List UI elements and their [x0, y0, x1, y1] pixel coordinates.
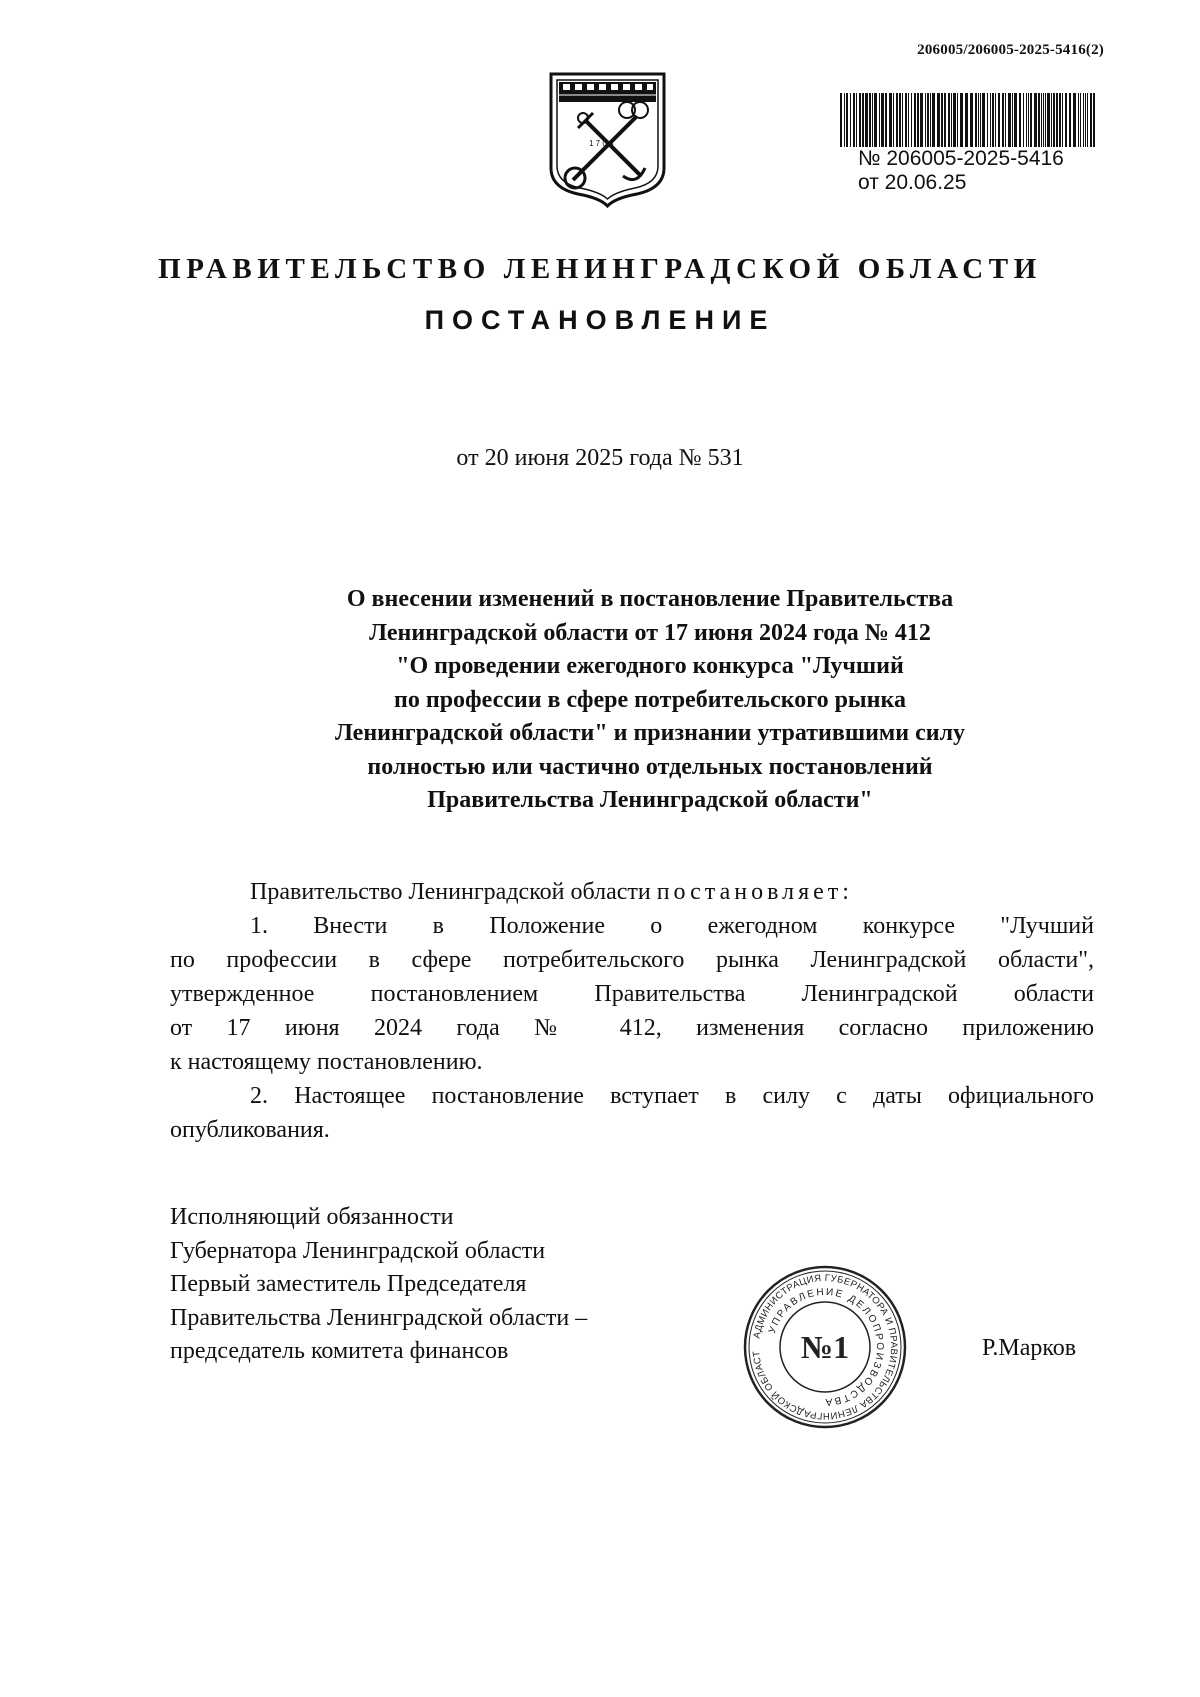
barcode-bar — [1087, 93, 1088, 147]
signer-position-line: Исполняющий обязанности — [170, 1204, 454, 1230]
barcode-bar — [1005, 93, 1006, 147]
barcode-bar — [853, 93, 855, 147]
barcode-bar — [944, 93, 946, 147]
signer-position-line: Первый заместитель Председателя — [170, 1271, 527, 1297]
subject-line: по профессии в сфере потребительского рынка — [394, 686, 906, 713]
barcode-bar — [1002, 93, 1004, 147]
barcode-bar — [844, 93, 845, 147]
barcode-bar — [965, 93, 968, 147]
barcode-bar — [872, 93, 873, 147]
barcode-bar — [1051, 93, 1052, 147]
barcode-bar — [925, 93, 926, 147]
barcode-bar — [978, 93, 979, 147]
barcode-bar — [1043, 93, 1044, 147]
subject-line: О внесении изменений в постановление Правительства — [346, 586, 954, 612]
barcode-bar — [881, 93, 884, 147]
barcode-bar — [995, 93, 996, 147]
barcode-bar — [957, 93, 958, 147]
barcode-bar — [893, 93, 894, 147]
subject-line: полностью или частично отдельных постановлений — [367, 753, 933, 780]
barcode-bar — [970, 93, 973, 147]
signer-position-line: Губернатора Ленинградской области — [170, 1237, 546, 1264]
barcode-bar — [1034, 93, 1037, 147]
barcode-bar — [846, 93, 848, 147]
barcode-bar — [840, 93, 842, 147]
item1-line: от 17 июня 2024 года № 412, изменения согласно приложению — [170, 1015, 1094, 1041]
barcode-bar — [990, 93, 991, 147]
barcode-bar — [992, 93, 994, 147]
barcode-bar — [856, 93, 857, 147]
barcode-bar — [1053, 93, 1055, 147]
barcode-bar — [885, 93, 887, 147]
barcode-bar — [920, 93, 923, 147]
barcode-bar — [960, 93, 963, 147]
barcode-bar — [1065, 93, 1067, 147]
government-title: ПРАВИТЕЛЬСТВО ЛЕНИНГРАДСКОЙ ОБЛАСТИ — [158, 253, 1042, 285]
official-stamp-icon — [742, 1264, 908, 1430]
barcode-bar — [1080, 93, 1081, 147]
barcode-bar — [879, 93, 880, 147]
barcode-bar — [1073, 93, 1076, 147]
barcode-bar — [1012, 93, 1013, 147]
stamp-center-text: №1 — [800, 1329, 850, 1365]
registration-date: от 20.06.25 — [858, 171, 967, 194]
barcode-bar — [1047, 93, 1050, 147]
barcode-bar — [905, 93, 907, 147]
document-subject — [170, 583, 1130, 818]
barcode-bar — [1041, 93, 1042, 147]
subject-line: Ленинградской области" и признании утратившими силу — [334, 720, 966, 746]
barcode-bar — [1083, 93, 1084, 147]
registration-stamp — [858, 147, 1064, 195]
preamble — [170, 875, 1094, 909]
barcode-bar — [862, 93, 864, 147]
barcode-bar — [1090, 93, 1092, 147]
barcode-bar — [1069, 93, 1071, 147]
barcode-bar — [1026, 93, 1027, 147]
document-reference: 206005/206005-2025-5416(2) — [917, 42, 1104, 58]
barcode-bar — [1062, 93, 1063, 147]
svg-text:1 7 0 3: 1 7 0 3 — [589, 139, 614, 148]
registration-number: № 206005-2025-5416 — [858, 147, 1064, 170]
barcode-bar — [869, 93, 871, 147]
barcode-bar — [914, 93, 916, 147]
barcode-bar — [908, 93, 909, 147]
coat-of-arms-icon — [545, 68, 670, 208]
barcode-bar — [902, 93, 903, 147]
barcode-bar — [1059, 93, 1061, 147]
signer-position-line: Правительства Ленинградской области – — [170, 1304, 588, 1331]
barcode-bar — [1093, 93, 1095, 147]
signer-position-line: председатель комитета финансов — [170, 1338, 509, 1364]
barcode-bar — [865, 93, 868, 147]
barcode-bar — [998, 93, 1000, 147]
barcode-bar — [937, 93, 940, 147]
barcode-bar — [953, 93, 956, 147]
barcode-bar — [1019, 93, 1021, 147]
barcode-bar — [896, 93, 898, 147]
barcode-bar — [850, 93, 851, 147]
preamble-verb: постановляет: — [656, 879, 853, 905]
barcode-bar — [932, 93, 935, 147]
item2-line: 2. Настоящее постановление вступает в силу с даты официального — [250, 1083, 1094, 1109]
document-date: от 20 июня 2025 года № 531 — [456, 445, 744, 471]
barcode-bar — [1028, 93, 1029, 147]
barcode-bar — [975, 93, 977, 147]
barcode-bar — [987, 93, 988, 147]
barcode-bar — [1085, 93, 1086, 147]
barcode-bar — [889, 93, 892, 147]
stamp-inner-ring-text: УПРАВЛЕНИЕ ДЕЛОПРОИЗВОДСТВА — [766, 1286, 886, 1408]
barcode-bar — [948, 93, 950, 147]
item1-line: по профессии в сфере потребительского рынка Ленинградской области", — [170, 947, 1094, 973]
signer-name: Р.Марков — [982, 1335, 1077, 1361]
subject-line: Правительства Ленинградской области" — [427, 787, 873, 813]
preamble-lead: Правительство Ленинградской области — [250, 879, 651, 905]
barcode-bar — [1008, 93, 1011, 147]
barcode-bar — [859, 93, 861, 147]
item1-line: утвержденное постановлением Правительства Ленинградской области — [170, 981, 1094, 1007]
barcode-bar — [899, 93, 901, 147]
subject-line: Ленинградской области от 17 июня 2024 года № 412 — [369, 619, 931, 646]
barcode-bar — [911, 93, 912, 147]
barcode-bar — [941, 93, 943, 147]
barcode-icon — [838, 93, 1100, 147]
stamp-ring-text: АДМИНИСТРАЦИЯ ГУБЕРНАТОРА И ПРАВИТЕЛЬСТВА ЛЕНИНГРАДСКОЙ ОБЛАСТ — [751, 1272, 900, 1422]
barcode-bar — [1038, 93, 1040, 147]
barcode-bar — [1030, 93, 1032, 147]
barcode-bar — [951, 93, 952, 147]
item1-line: к настоящему постановлению. — [170, 1049, 483, 1075]
barcode-bar — [1014, 93, 1017, 147]
barcode-bar — [980, 93, 981, 147]
barcode-bar — [982, 93, 985, 147]
barcode-bar — [917, 93, 919, 147]
barcode-bar — [874, 93, 877, 147]
barcode-bar — [1045, 93, 1046, 147]
item2-line: опубликования. — [170, 1117, 330, 1143]
item1-line: 1. Внести в Положение о ежегодном конкурсе "Лучший — [250, 913, 1094, 939]
signer-position — [170, 1201, 587, 1369]
subject-line: "О проведении ежегодного конкурса "Лучший — [396, 653, 904, 679]
barcode-bar — [1078, 93, 1079, 147]
barcode-bar — [1023, 93, 1024, 147]
document-type: ПОСТАНОВЛЕНИЕ — [424, 305, 776, 335]
barcode-bar — [1056, 93, 1058, 147]
document-body — [170, 875, 1094, 1147]
barcode-bar — [927, 93, 929, 147]
barcode-bar — [930, 93, 931, 147]
